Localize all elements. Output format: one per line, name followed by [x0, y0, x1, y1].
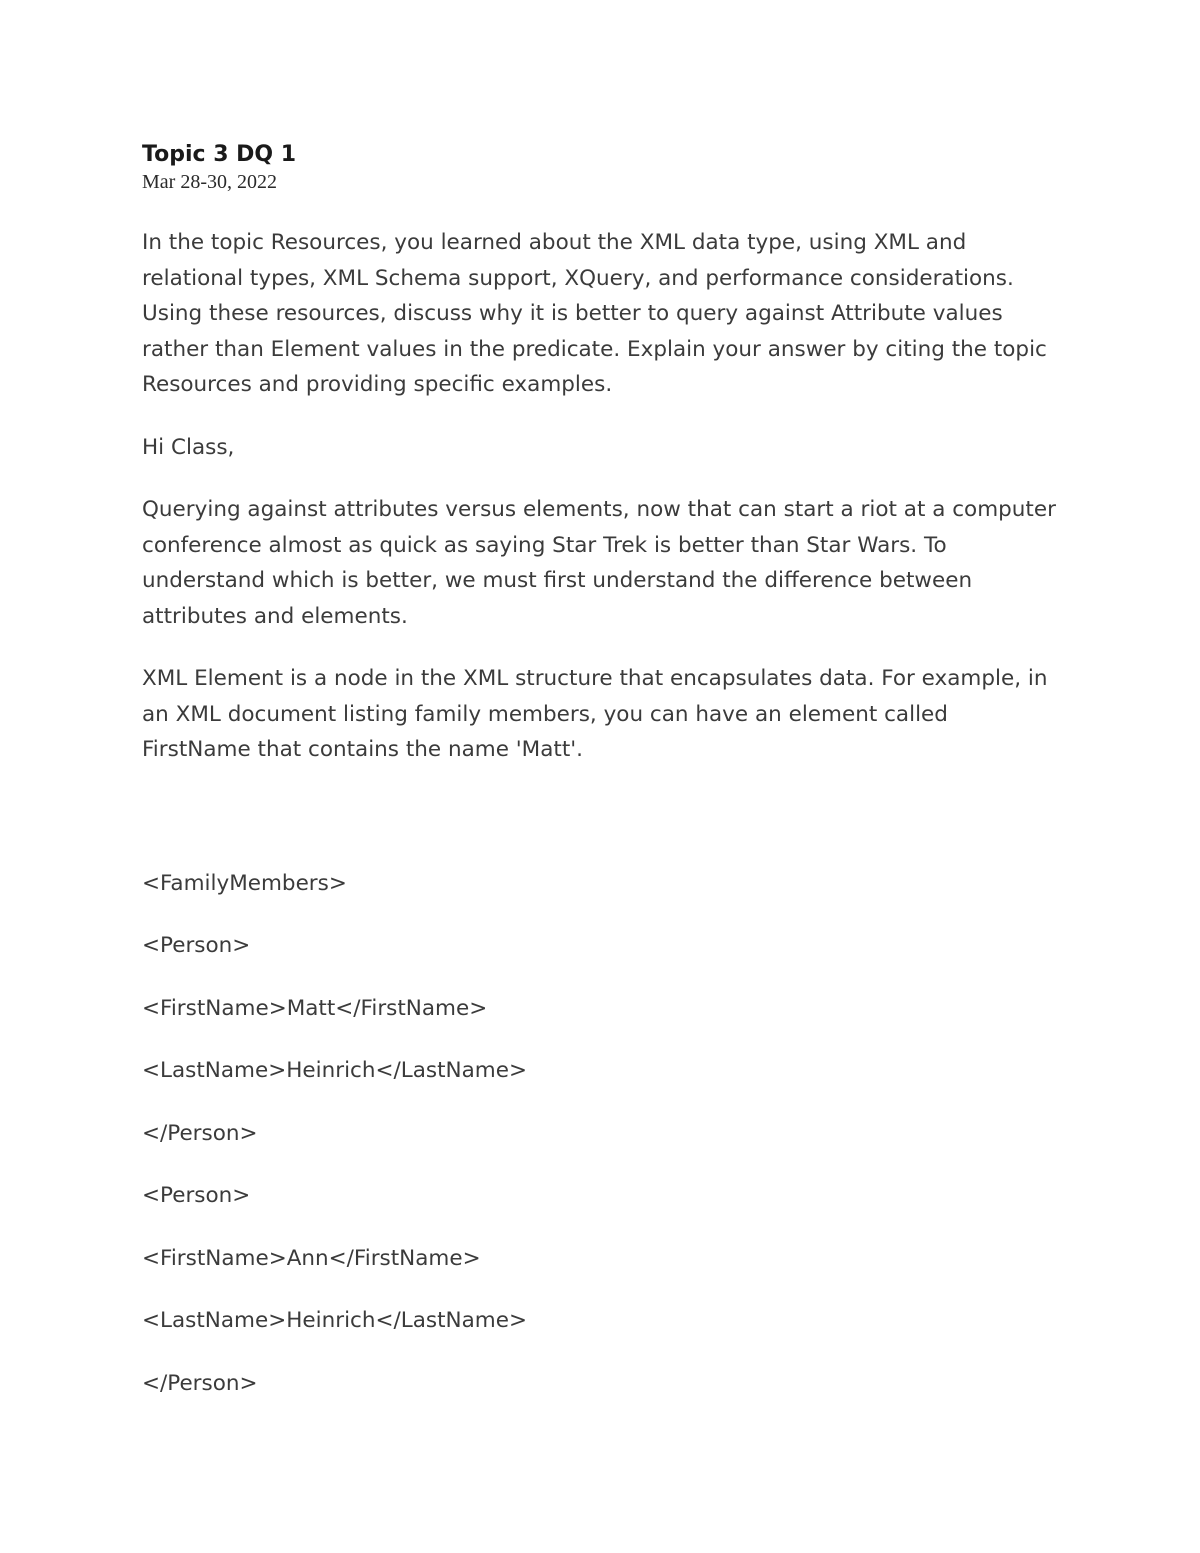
spacer: [142, 795, 1062, 866]
document-date: Mar 28-30, 2022: [142, 171, 277, 193]
xml-line: </Person>: [142, 1370, 258, 1396]
xml-line: <LastName>Heinrich</LastName>: [142, 1058, 527, 1083]
document-body: [142, 141, 1062, 1428]
xml-line: <Person>: [142, 933, 251, 958]
xml-line: <Person>: [142, 1183, 251, 1208]
document-title: Topic 3 DQ 1: [142, 142, 297, 167]
xml-example: [142, 866, 1062, 1402]
xml-line: <FirstName>Ann</FirstName>: [142, 1245, 481, 1271]
greeting-paragraph: Hi Class,: [142, 434, 235, 460]
prompt-paragraph: In the topic Resources, you learned about the XML data type, using XML and relational types, XML Schema support, XQuery, and performance considerations. Using these resources, discuss why it is better to query against Attribute values rather than Element values in the predicate. Explain your answer by citing the topic Resources and providing specific examples.: [142, 230, 1047, 397]
xml-line: <FirstName>Matt</FirstName>: [142, 995, 488, 1021]
element-definition-paragraph: XML Element is a node in the XML structure that encapsulates data. For example, in an XML document listing family members, you can have an element called FirstName that contains the name 'Matt'.: [142, 666, 1048, 762]
intro-paragraph: Querying against attributes versus elements, now that can start a riot at a computer conference almost as quick as saying Star Trek is better than Star Wars. To understand which is better, we must first understand the difference between attributes and elements.: [142, 497, 1056, 629]
xml-line: <LastName>Heinrich</LastName>: [142, 1308, 527, 1333]
xml-line: <FamilyMembers>: [142, 870, 347, 896]
xml-line: </Person>: [142, 1120, 258, 1146]
